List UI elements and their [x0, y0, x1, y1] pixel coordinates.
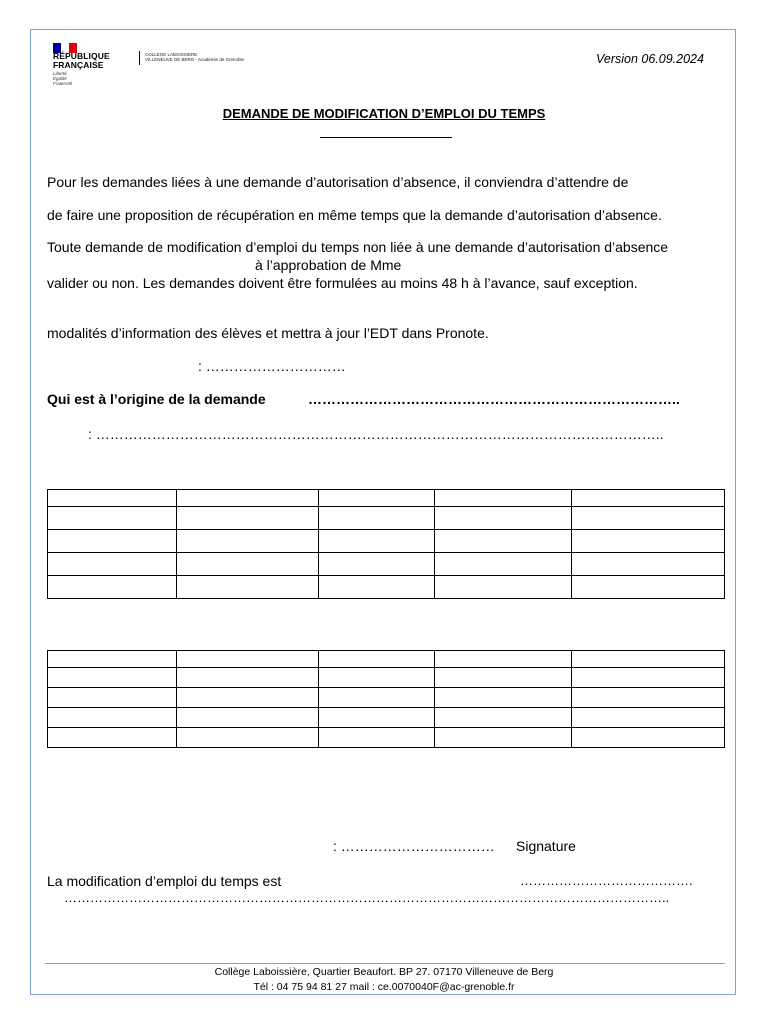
table-cell[interactable]	[319, 728, 435, 748]
table-cell[interactable]	[319, 576, 435, 599]
table-cell[interactable]	[319, 490, 435, 507]
table-cell[interactable]	[435, 668, 572, 688]
table-cell[interactable]	[177, 507, 319, 530]
title-underline-rule	[320, 137, 452, 138]
table-cell[interactable]	[572, 708, 725, 728]
version-label: Version 06.09.2024	[596, 52, 704, 66]
table-cell[interactable]	[177, 688, 319, 708]
table-cell[interactable]	[177, 708, 319, 728]
table-cell[interactable]	[177, 490, 319, 507]
table-cell[interactable]	[319, 651, 435, 668]
table-cell[interactable]	[435, 553, 572, 576]
table-cell[interactable]	[435, 728, 572, 748]
reason-field[interactable]: : …………………………………………………………………………………………………………..	[88, 426, 664, 442]
table-row	[48, 530, 725, 553]
school-identity	[145, 52, 244, 62]
paragraph-1: Pour les demandes liées à une demande d’autorisation d’absence, il conviendra d’attendre de	[47, 174, 629, 190]
motto-liberte: Liberté	[53, 71, 67, 76]
table-cell[interactable]	[435, 507, 572, 530]
logo-separator	[139, 51, 140, 65]
table-cell[interactable]	[435, 530, 572, 553]
table-row	[48, 507, 725, 530]
table-cell[interactable]	[177, 728, 319, 748]
table-cell[interactable]	[319, 507, 435, 530]
table-cell[interactable]	[572, 553, 725, 576]
table-cell[interactable]	[48, 553, 177, 576]
table-cell[interactable]	[435, 651, 572, 668]
table-row	[48, 668, 725, 688]
table-cell[interactable]	[177, 668, 319, 688]
school-location: VILLENEUVE DE BERG - Académie de Grenoble	[145, 57, 245, 62]
table-cell[interactable]	[177, 530, 319, 553]
table-row	[48, 576, 725, 599]
table-row	[48, 728, 725, 748]
table-cell[interactable]	[48, 651, 177, 668]
table-row	[48, 553, 725, 576]
motto-fraternite: Fraternité	[53, 81, 73, 86]
footer-rule	[45, 963, 725, 964]
date-field[interactable]: : …………………………	[198, 358, 346, 374]
table-cell[interactable]	[435, 576, 572, 599]
republic-motto	[53, 71, 72, 86]
paragraph-3-line3: valider ou non. Les demandes doivent être formulées au moins 48 h à l’avance, sauf exception.	[47, 275, 638, 291]
school-name: COLLEGE LABOISSIERE	[145, 52, 198, 57]
table-cell[interactable]	[48, 530, 177, 553]
table-cell[interactable]	[435, 490, 572, 507]
table-cell[interactable]	[572, 728, 725, 748]
footer-contact: Tél : 04 75 94 81 27 mail : ce.0070040F@ac-grenoble.fr	[253, 981, 515, 993]
paragraph-4: modalités d’information des élèves et mettra à jour l’EDT dans Pronote.	[47, 325, 489, 341]
table-row	[48, 708, 725, 728]
footer-address: Collège Laboissière, Quartier Beaufort. BP 27. 07170 Villeneuve de Berg	[214, 966, 554, 978]
paragraph-3-line1: Toute demande de modification d’emploi du temps non liée à une demande d’autorisation d’absence	[47, 239, 669, 255]
table-cell[interactable]	[319, 708, 435, 728]
table-cell[interactable]	[319, 688, 435, 708]
table-cell[interactable]	[48, 490, 177, 507]
decision-field[interactable]: ………………………………….	[520, 873, 693, 888]
origin-label: Qui est à l’origine de la demande	[47, 391, 266, 407]
table-cell[interactable]	[48, 708, 177, 728]
table-cell[interactable]	[48, 668, 177, 688]
motto-egalite: Égalité	[53, 76, 67, 81]
french-flag-icon	[53, 40, 77, 50]
table-cell[interactable]	[319, 530, 435, 553]
document-title: DEMANDE DE MODIFICATION D’EMPLOI DU TEMPS	[222, 106, 546, 121]
paragraph-2: de faire une proposition de récupération en même temps que la demande d’autorisation d’absence.	[47, 207, 662, 223]
schedule-table-current	[47, 489, 725, 599]
table-cell[interactable]	[572, 668, 725, 688]
republique-francaise-logo	[53, 52, 110, 70]
table-cell[interactable]	[48, 688, 177, 708]
table-cell[interactable]	[435, 688, 572, 708]
signature-date-field[interactable]: : ……………………………	[333, 838, 495, 854]
table-cell[interactable]	[319, 668, 435, 688]
table-cell[interactable]	[572, 507, 725, 530]
table-cell[interactable]	[48, 507, 177, 530]
table-cell[interactable]	[572, 530, 725, 553]
schedule-table-proposed	[47, 650, 725, 748]
brand-line1: RÉPUBLIQUE	[53, 51, 110, 61]
signature-label: Signature	[516, 838, 576, 854]
table-cell[interactable]	[572, 576, 725, 599]
decision-label: La modification d’emploi du temps est	[47, 873, 282, 889]
table-cell[interactable]	[319, 553, 435, 576]
table-cell[interactable]	[48, 576, 177, 599]
table-cell[interactable]	[177, 553, 319, 576]
table-header-row	[48, 651, 725, 668]
table-cell[interactable]	[177, 576, 319, 599]
table-row	[48, 688, 725, 708]
brand-line2: FRANÇAISE	[53, 60, 104, 70]
origin-field[interactable]: ……………………………………………………………………..	[308, 391, 680, 407]
paragraph-3-line2: à l’approbation de Mme	[255, 257, 402, 273]
table-cell[interactable]	[572, 490, 725, 507]
table-cell[interactable]	[435, 708, 572, 728]
table-cell[interactable]	[572, 688, 725, 708]
table-cell[interactable]	[572, 651, 725, 668]
decision-comment-field[interactable]: …………………………………………………………………………………………………………………………..	[64, 890, 670, 905]
table-cell[interactable]	[177, 651, 319, 668]
table-cell[interactable]	[48, 728, 177, 748]
table-header-row	[48, 490, 725, 507]
